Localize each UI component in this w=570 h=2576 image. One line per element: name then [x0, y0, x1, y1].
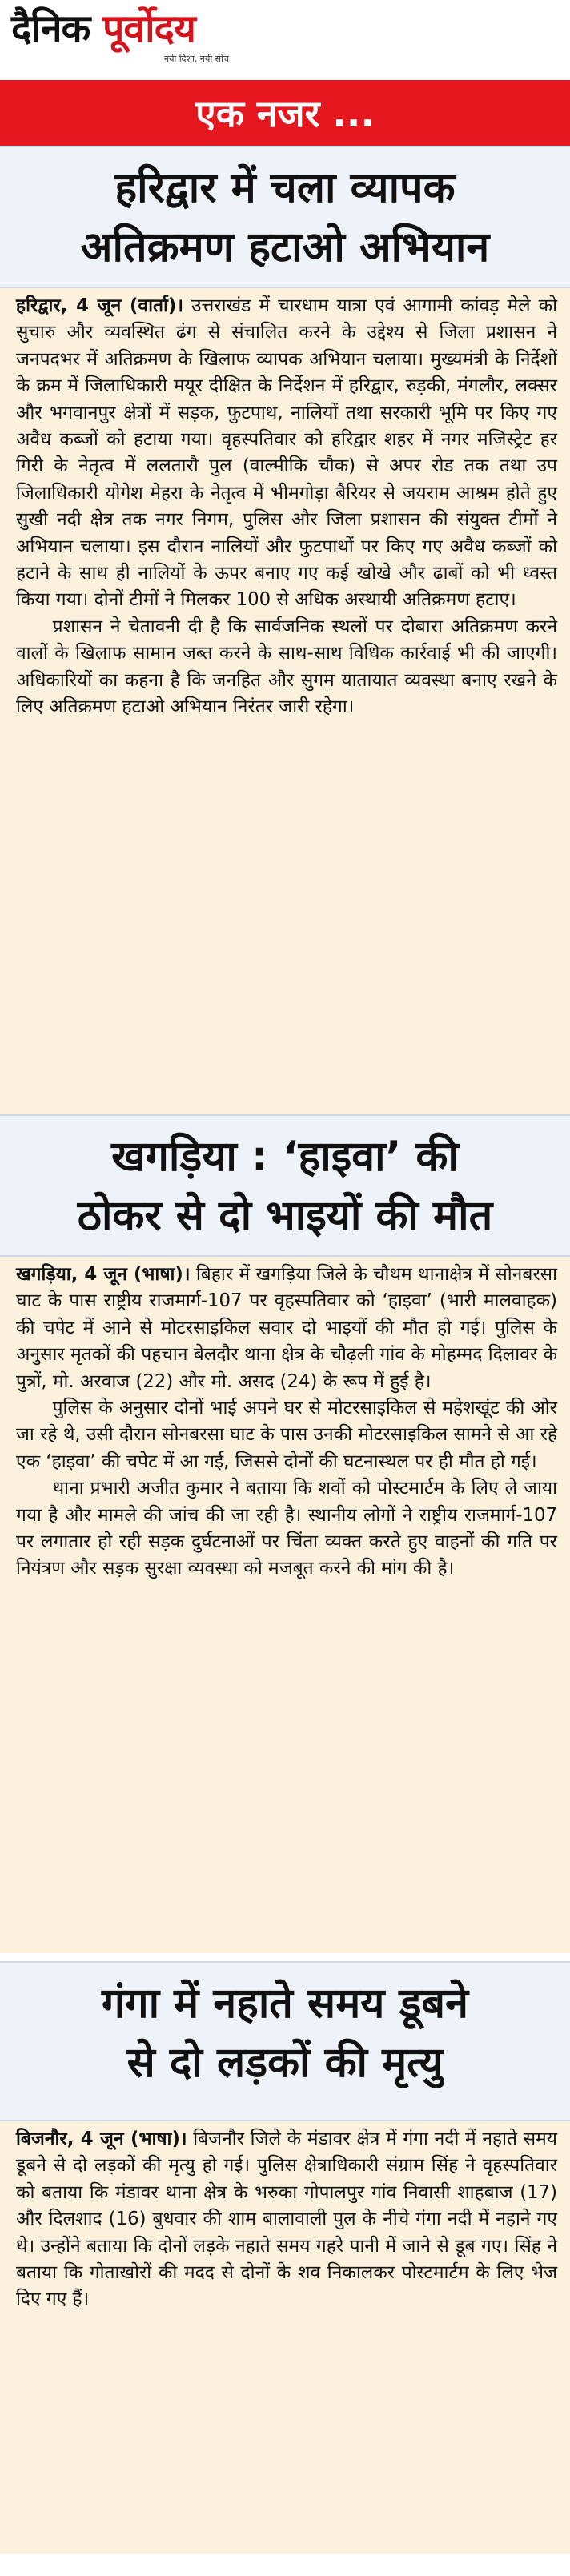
- article-3-headline-line-1: गंगा में नहाते समय डूबने: [102, 1980, 468, 2028]
- article-2: [0, 1114, 570, 1953]
- article-1-dateline: हरिद्वार, 4 जून (वार्ता)।: [16, 295, 183, 316]
- article-3-headline-line-2: से दो लड़कों की मृत्यु: [126, 2039, 444, 2087]
- article-3: [0, 1961, 570, 2554]
- article-2-paragraph-1: [16, 1262, 557, 1395]
- article-2-dateline: खगड़िया, 4 जून (भाषा)।: [16, 1264, 191, 1285]
- article-2-body: [0, 1257, 570, 1953]
- article-2-headline-line-1: खगड़िया : ‘हाइवा’ की: [111, 1133, 459, 1181]
- article-3-dateline: बिजनौर, 4 जून (भाषा)।: [16, 2129, 187, 2149]
- article-1-paragraph-2: प्रशासन ने चेतावनी दी है कि सार्वजनिक स्थलों पर दोबारा अतिक्रमण करने वालों के खिलाफ सामान जब्त करने के साथ-साथ विधिक कार्रवाई भी की जाएगी। अधिकारियों का कहना है कि जनहित और सुगम यातायात व्यवस्था बनाए रखने के लिए अतिक्रमण हटाओ अभियान निरंतर जारी रहेगा।: [16, 616, 557, 718]
- article-1-paragraph-1-text: उत्तराखंड में चारधाम यात्रा एवं आगामी कांवड़ मेले को सुचारु और व्यवस्थित ढंग से संचालित करने के उद्देश्य से जिला प्रशासन ने जनपदभर में अतिक्रमण के खिलाफ व्यापक अभियान चलाया। मुख्यमंत्री के निर्देशों के क्रम में जिलाधिकारी मयूर दीक्षित के निर्देशन में हरिद्वार, रुड़की, मंगलौर, लक्सर और भगवानपुर क्षेत्रों में सड़क, फुटपाथ, नालियों तथा सरकारी भूमि पर किए गए अवैध कब्जों को हटाया गया। वृहस्पतिवार को हरिद्वार शहर में नगर मजिस्ट्रेट हर गिरी के नेतृत्व में ललतारौ पुल (वाल्मीकि चौक) से अपर रोड तक तथा उप जिलाधिकारी योगेश मेहरा के नेतृत्व में भीमगोड़ा बैरियर से जयराम आश्रम होते हुए सुखी नदी क्षेत्र तक नगर निगम, पुलिस और जिला प्रशासन की संयुक्त टीमों ने अभियान चलाया। इस दौरान नालियों और फुटपाथों पर किए गए अवैध कब्जों को हटाने के साथ ही नालियों के ऊपर बनाए गए कई खोखे और ढाबों को भी ध्वस्त किया गया। दोनों टीमों ने मिलकर 100 से अधिक अस्थायी अतिक्रमण हटाए।: [16, 295, 558, 611]
- section-banner: [0, 80, 570, 146]
- masthead: [0, 0, 570, 80]
- article-3-paragraph-1: [16, 2126, 557, 2313]
- article-3-paragraph-1-text: बिजनौर जिले के मंडावर क्षेत्र में गंगा नदी में नहाते समय डूबने से दो लड़कों की मृत्यु हो गई। पुलिस क्षेत्राधिकारी संग्राम सिंह ने वृहस्पतिवार को बताया कि मंडावर थाना क्षेत्र के भरुका गोपालपुर गांव निवासी शाहबाज (17) और दिलशाद (16) बुधवार की शाम बालावाली पुल के नीचे गंगा नदी में नहाने गए थे। उन्होंने बताया कि दोनों लड़के नहाते समय गहरे पानी में जाने से डूब गए। सिंह ने बताया कि गोताखोरों की मदद से दोनों के शव निकालकर पोस्टमार्टम के लिए भेज दिए गए हैं।: [16, 2129, 558, 2310]
- article-2-headline: [0, 1114, 570, 1257]
- article-3-headline: [0, 1961, 570, 2121]
- article-2-headline-line-2: ठोकर से दो भाइयों की मौत: [77, 1192, 493, 1240]
- logo-text-part2: पूर्वोदय: [102, 6, 195, 51]
- article-1: [0, 146, 570, 1114]
- banner-title: एक नजर ...: [195, 92, 375, 135]
- logo-text-part1: दैनिक: [11, 6, 103, 51]
- article-2-paragraph-2: पुलिस के अनुसार दोनों भाई अपने घर से मोटरसाइकिल से महेशखूंट की ओर जा रहे थे, उसी दौरान सोनबरसा घाट के पास उनकी मोटरसाइकिल सामने से आ रहे एक ‘हाइवा’ की चपेट में आ गई, जिससे दोनों की घटनास्थल पर ही मौत हो गई।: [16, 1398, 557, 1472]
- newspaper-logo: [11, 6, 195, 51]
- logo-tagline: नयी दिशा, नयी सोच: [164, 54, 229, 64]
- article-1-body: [0, 288, 570, 1114]
- article-1-paragraph-1: [16, 293, 557, 614]
- article-1-headline: [0, 146, 570, 288]
- article-1-headline-line-2: अतिक्रमण हटाओ अभियान: [80, 223, 490, 271]
- article-1-headline-line-1: हरिद्वार में चला व्यापक: [114, 164, 456, 212]
- article-3-body: [0, 2121, 570, 2554]
- article-2-paragraph-3: थाना प्रभारी अजीत कुमार ने बताया कि शवों को पोस्टमार्टम के लिए ले जाया गया है और मामले की जांच की जा रही है। स्थानीय लोगों ने राष्ट्रीय राजमार्ग-107 पर लगातार हो रही सड़क दुर्घटनाओं पर चिंता व्यक्त करते हुए वाहनों की गति पर नियंत्रण और सड़क सुरक्षा व्यवस्था को मजबूत करने की मांग की है।: [16, 1478, 557, 1579]
- article-2-paragraph-1-text: बिहार में खगड़िया जिले के चौथम थानाक्षेत्र में सोनबरसा घाट के पास राष्ट्रीय राजमार्ग-107 पर वृहस्पतिवार को ‘हाइवा’ (भारी मालवाहक) की चपेट में आने से मोटरसाइकिल सवार दो भाइयों की मौत हो गई। पुलिस के अनुसार मृतकों की पहचान बेलदौर थाना क्षेत्र के चौढ़ली गांव के मोहम्मद दिलावर के पुत्रों, मो. अरवाज (22) और मो. असद (24) के रूप में हुई है।: [16, 1264, 557, 1392]
